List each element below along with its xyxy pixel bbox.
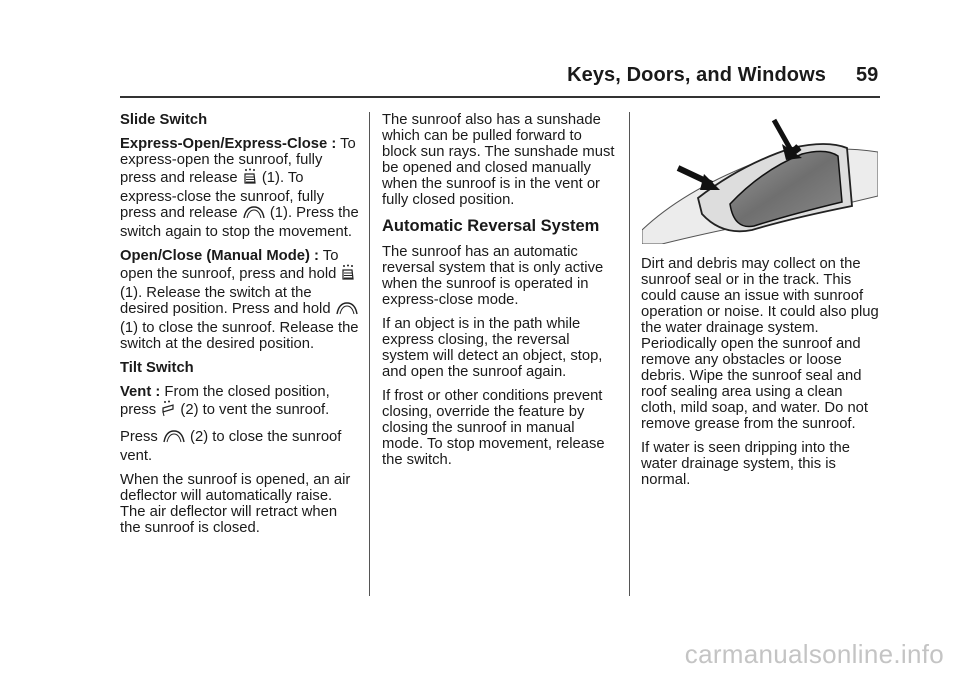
sunroof-open-icon xyxy=(243,168,257,189)
sunroof-close-icon xyxy=(243,205,265,224)
debris-paragraph: Dirt and debris may collect on the sunroof seal or in the track. This could cause an issue with sunroof operation or noise. It could also plug the water drainage system. Periodically open the sunroof and remove any obstacles or loose debris. Wipe the sunroof seal and roof sealing area using a clean cloth, mild soap, and water. Do not remove grease from the sunroof. xyxy=(641,256,879,432)
vent-text-4: (2) to close the sunroof vent. xyxy=(120,429,342,464)
manual-label: Open/Close (Manual Mode) : xyxy=(120,248,319,264)
heading-automatic-reversal: Automatic Reversal System xyxy=(382,217,600,235)
auto-reversal-paragraph-1: The sunroof has an automatic reversal system that is only active when the sunroof is operated in express-close mode. xyxy=(382,244,604,308)
vent-close-paragraph xyxy=(120,429,360,464)
vent-text-3: Press xyxy=(120,429,162,445)
auto-reversal-paragraph-2: If an object is in the path while express closing, the reversal system will detect an object, stop, and open the sunroof again. xyxy=(382,316,603,380)
express-text-1: To express-open the sunroof, fully press and release xyxy=(120,136,356,186)
manual-paragraph xyxy=(120,248,360,352)
header-title: Keys, Doors, and Windows xyxy=(567,64,826,86)
manual-text-1: To open the sunroof, press and hold xyxy=(120,248,341,282)
header-rule xyxy=(120,96,880,98)
watermark: carmanualsonline.info xyxy=(684,639,944,669)
vent-text-2: (2) to vent the sunroof. xyxy=(176,402,330,418)
sunroof-vent-icon xyxy=(161,400,175,421)
column-divider-2 xyxy=(629,112,630,596)
column-2 xyxy=(382,112,618,476)
auto-reversal-paragraph-3: If frost or other conditions prevent closing, override the feature by closing the sunroof in manual mode. To stop movement, release the switch. xyxy=(382,388,605,468)
sunroof-close-icon xyxy=(336,301,358,320)
column-divider-1 xyxy=(369,112,370,596)
manual-text-3: (1) to close the sunroof. Release the switch at the desired position. xyxy=(120,320,359,352)
page-header xyxy=(0,0,960,110)
express-label: Express-Open/Express-Close : xyxy=(120,136,337,152)
sunroof-close-icon xyxy=(163,429,185,448)
express-paragraph xyxy=(120,136,360,240)
express-text-2: (1). To express-close the sunroof, fully press and release xyxy=(120,170,324,221)
sunroof-illustration xyxy=(642,118,878,244)
water-paragraph: If water is seen dripping into the water drainage system, this is normal. xyxy=(641,440,850,488)
manual-text-2: (1). Release the switch at the desired position. Press and hold xyxy=(120,285,335,317)
vent-label: Vent : xyxy=(120,384,161,400)
page-number: 59 xyxy=(856,64,879,86)
sunshade-paragraph: The sunroof also has a sunshade which can be pulled forward to block sun rays. The sunshade must be opened and closed manually when the sunroof is in the vent or fully closed position. xyxy=(382,112,615,208)
air-deflector-paragraph: When the sunroof is opened, an air deflector will automatically raise. The air deflector will retract when the sunroof is closed. xyxy=(120,472,351,536)
heading-slide-switch: Slide Switch xyxy=(120,112,208,128)
sunroof-open-icon xyxy=(341,264,355,285)
heading-tilt-switch: Tilt Switch xyxy=(120,360,194,376)
vent-paragraph xyxy=(120,384,360,421)
express-text-3: (1). Press the switch again to stop the movement. xyxy=(120,205,359,240)
vent-text-1: From the closed position, press xyxy=(120,384,330,418)
column-3 xyxy=(641,256,881,496)
column-1 xyxy=(120,112,360,544)
